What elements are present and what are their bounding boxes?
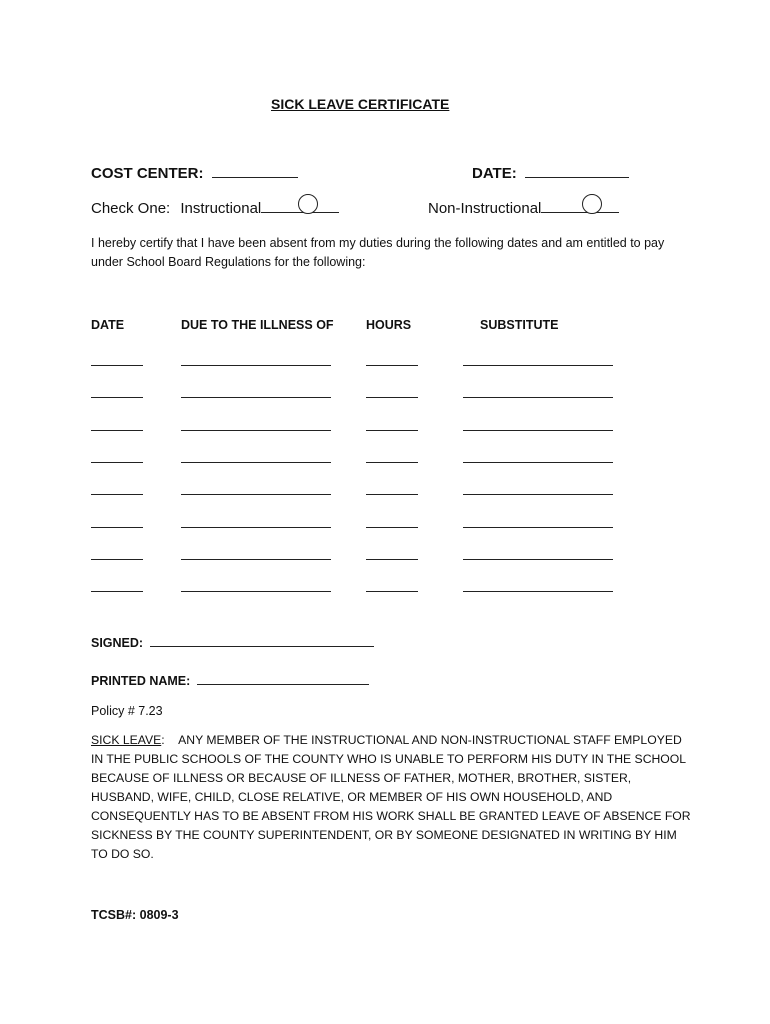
row-illness-field[interactable]	[181, 365, 331, 366]
row-substitute-field[interactable]	[463, 397, 613, 398]
row-substitute-field[interactable]	[463, 527, 613, 528]
column-header-hours: HOURS	[366, 318, 412, 332]
cost-center-label: COST CENTER:	[91, 165, 204, 182]
row-hours-field[interactable]	[366, 365, 418, 366]
row-illness-field[interactable]	[181, 591, 331, 592]
row-hours-field[interactable]	[366, 591, 418, 592]
printed-name-label: PRINTED NAME:	[91, 674, 191, 688]
row-date-field[interactable]	[91, 397, 143, 398]
row-hours-field[interactable]	[366, 430, 418, 431]
signed-field[interactable]	[150, 645, 374, 647]
row-date-field[interactable]	[91, 527, 143, 528]
cost-center-field[interactable]	[212, 176, 298, 178]
signed-label: SIGNED:	[91, 636, 144, 650]
form-code: TCSB#: 0809-3	[91, 908, 179, 922]
row-substitute-field[interactable]	[463, 430, 613, 431]
policy-definition-text: ANY MEMBER OF THE INSTRUCTIONAL AND NON-INSTRUCTIONAL STAFF EMPLOYED IN THE PUBLIC SCHOOLS OF THE COUNTY WHO IS UNABLE TO PERFORM HIS DUTY IN THE SCHOOL BECAUSE OF ILLNESS OR BECAUSE OF ILLNESS OF FATHER, MOTHER, BROTHER, SISTER, HUSBAND, WIFE, CHILD, CLOSE RELATIVE, OR MEMBER OF HIS OWN HOUSEHOLD, AND CONSEQUENTLY HAS TO BE ABSENT FROM HIS WORK SHALL BE GRANTED LEAVE OF ABSENCE FOR SICKNESS BY THE COUNTY SUPERINTENDENT, OR BY SOMEONE DESIGNATED IN WRITING BY HIM TO DO SO.	[91, 733, 691, 861]
instructional-label: Instructional	[180, 200, 262, 217]
row-date-field[interactable]	[91, 494, 143, 495]
row-illness-field[interactable]	[181, 430, 331, 431]
row-substitute-field[interactable]	[463, 365, 613, 366]
page-title: SICK LEAVE CERTIFICATE	[271, 96, 450, 112]
row-illness-field[interactable]	[181, 527, 331, 528]
row-date-field[interactable]	[91, 591, 143, 592]
column-header-substitute: SUBSTITUTE	[480, 318, 559, 332]
row-hours-field[interactable]	[366, 397, 418, 398]
date-field[interactable]	[525, 176, 629, 178]
row-substitute-field[interactable]	[463, 462, 613, 463]
cost-center-row	[91, 165, 298, 182]
row-substitute-field[interactable]	[463, 494, 613, 495]
date-label: DATE:	[472, 165, 517, 182]
column-header-illness: DUE TO THE ILLNESS OF	[181, 318, 334, 332]
printed-name-row	[91, 674, 369, 688]
row-hours-field[interactable]	[366, 527, 418, 528]
instructional-radio[interactable]	[298, 194, 318, 214]
policy-term: SICK LEAVE	[91, 733, 162, 747]
row-date-field[interactable]	[91, 462, 143, 463]
row-illness-field[interactable]	[181, 494, 331, 495]
row-illness-field[interactable]	[181, 462, 331, 463]
row-illness-field[interactable]	[181, 559, 331, 560]
policy-definition: SICK LEAVE: ANY MEMBER OF THE INSTRUCTIONAL AND NON-INSTRUCTIONAL STAFF EMPLOYED IN THE PUBLIC SCHOOLS OF THE COUNTY WHO IS UNABLE TO PERFORM HIS DUTY IN THE SCHOOL BECAUSE OF ILLNESS OR BECAUSE OF ILLNESS OF FATHER, MOTHER, BROTHER, SISTER, HUSBAND, WIFE, CHILD, CLOSE RELATIVE, OR MEMBER OF HIS OWN HOUSEHOLD, AND CONSEQUENTLY HAS TO BE ABSENT FROM HIS WORK SHALL BE GRANTED LEAVE OF ABSENCE FOR SICKNESS BY THE COUNTY SUPERINTENDENT, OR BY SOMEONE DESIGNATED IN WRITING BY HIM TO DO SO.	[91, 733, 691, 861]
printed-name-field[interactable]	[197, 683, 369, 685]
row-hours-field[interactable]	[366, 462, 418, 463]
certification-text: I hereby certify that I have been absent from my duties during the following dates and am entitled to pay under School Board Regulations for the following:	[91, 236, 665, 269]
row-substitute-field[interactable]	[463, 591, 613, 592]
column-header-date: DATE	[91, 318, 125, 332]
row-date-field[interactable]	[91, 559, 143, 560]
row-date-field[interactable]	[91, 365, 143, 366]
row-hours-field[interactable]	[366, 559, 418, 560]
row-substitute-field[interactable]	[463, 559, 613, 560]
date-row	[472, 165, 629, 182]
check-one-label: Check One:	[91, 200, 171, 217]
row-illness-field[interactable]	[181, 397, 331, 398]
policy-number: Policy # 7.23	[91, 704, 163, 718]
row-date-field[interactable]	[91, 430, 143, 431]
non-instructional-radio[interactable]	[582, 194, 602, 214]
non-instructional-line	[541, 211, 619, 213]
signed-row	[91, 636, 374, 650]
row-hours-field[interactable]	[366, 494, 418, 495]
non-instructional-label: Non-Instructional	[428, 200, 542, 217]
